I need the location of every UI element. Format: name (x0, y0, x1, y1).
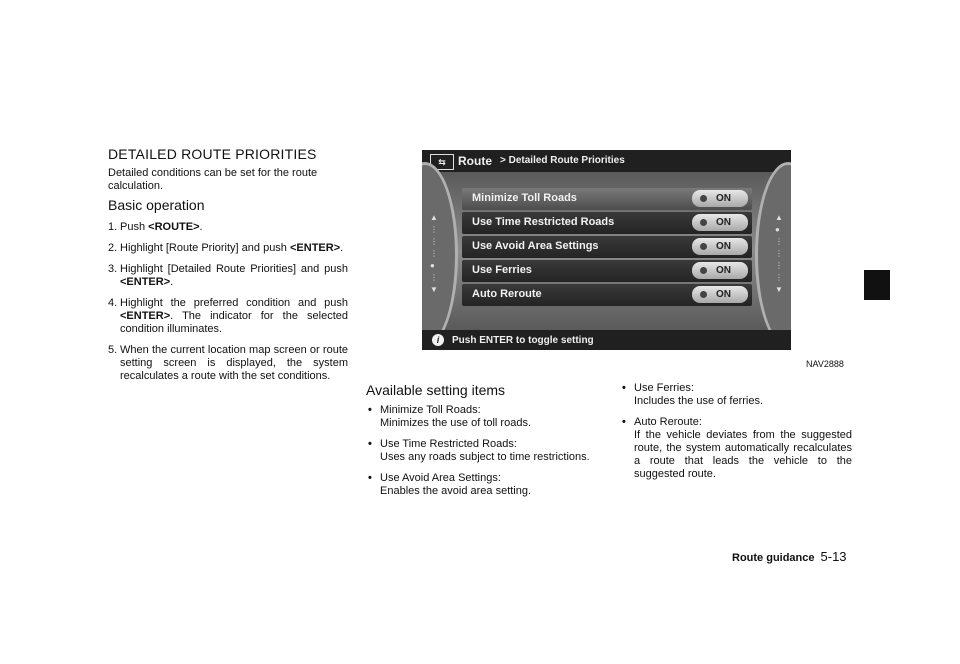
screen-footer-text: Push ENTER to toggle setting (452, 335, 594, 346)
nav-screen-image (422, 150, 791, 350)
step-item: 2. Highlight [Route Priority] and push <ENTER>. (108, 242, 344, 254)
list-item: • Use Avoid Area Settings: Enables the avoid area setting. (368, 472, 532, 497)
screen-breadcrumb: > Detailed Route Priorities (500, 155, 625, 166)
menu-row-use-avoid-area-settings[interactable]: Use Avoid Area Settings ON (462, 236, 752, 258)
indicator-icon (700, 195, 707, 202)
screen-title-bar (422, 150, 791, 172)
left-scroll-indicator-icon: ▲ ⋮ ⋮ ⋮ ● ⋮ ▼ (430, 213, 438, 294)
settings-heading: Available setting items (366, 382, 506, 398)
section-heading: DETAILED ROUTE PRIORITIES (108, 146, 317, 162)
figure-caption: NAV2888 (806, 359, 844, 369)
indicator-icon (700, 291, 707, 298)
intro-text: Detailed conditions can be set for the route calculation. (108, 167, 318, 192)
basic-operation-heading: Basic operation (108, 197, 205, 213)
page-footer (732, 549, 847, 564)
route-icon: ⇆ (430, 154, 454, 170)
settings-menu (462, 188, 752, 308)
screen-title: Route (458, 154, 492, 168)
step-item: 5. When the current location map screen or route setting screen is displayed, the system recalculates a route with the set conditions. (108, 344, 348, 382)
list-item: • Auto Reroute: If the vehicle deviates from the suggested route, the system automatically recalculates a route that leads the vehicle to the suggested route. (622, 416, 852, 480)
right-scroll-arc (755, 162, 791, 348)
settings-list-col1 (366, 404, 604, 506)
screen-body (422, 172, 791, 330)
right-scroll-indicator-icon: ▲ ● ⋮ ⋮ ⋮ ⋮ ▼ (775, 213, 783, 294)
indicator-icon (700, 267, 707, 274)
toggle-button[interactable]: ON (692, 190, 748, 207)
chapter-tab (864, 270, 890, 300)
screen-footer-bar (422, 330, 791, 350)
menu-row-minimize-toll-roads[interactable]: Minimize Toll Roads ON (462, 188, 752, 210)
list-item: • Use Ferries: Includes the use of ferries. (622, 382, 764, 407)
left-scroll-arc (422, 162, 458, 348)
info-icon: i (432, 334, 444, 346)
list-item: • Use Time Restricted Roads: Uses any roads subject to time restrictions. (368, 438, 590, 463)
steps-list (108, 221, 348, 391)
toggle-button[interactable]: ON (692, 262, 748, 279)
toggle-button[interactable]: ON (692, 214, 748, 231)
indicator-icon (700, 219, 707, 226)
menu-row-use-ferries[interactable]: Use Ferries ON (462, 260, 752, 282)
indicator-icon (700, 243, 707, 250)
menu-row-auto-reroute[interactable]: Auto Reroute ON (462, 284, 752, 306)
toggle-button[interactable]: ON (692, 238, 748, 255)
list-item: • Minimize Toll Roads: Minimizes the use of toll roads. (368, 404, 532, 429)
menu-row-use-time-restricted-roads[interactable]: Use Time Restricted Roads ON (462, 212, 752, 234)
settings-list-col2 (620, 382, 852, 489)
footer-section: Route guidance (732, 552, 815, 564)
step-item: 4. Highlight the preferred condition and push <ENTER>. The indicator for the selected condition illuminates. (108, 297, 348, 335)
step-item: 1. Push <ROUTE>. (108, 221, 203, 233)
page-number: 5-13 (820, 549, 847, 564)
step-item: 3. Highlight [Detailed Route Priorities] and push <ENTER>. (108, 263, 348, 288)
toggle-button[interactable]: ON (692, 286, 748, 303)
